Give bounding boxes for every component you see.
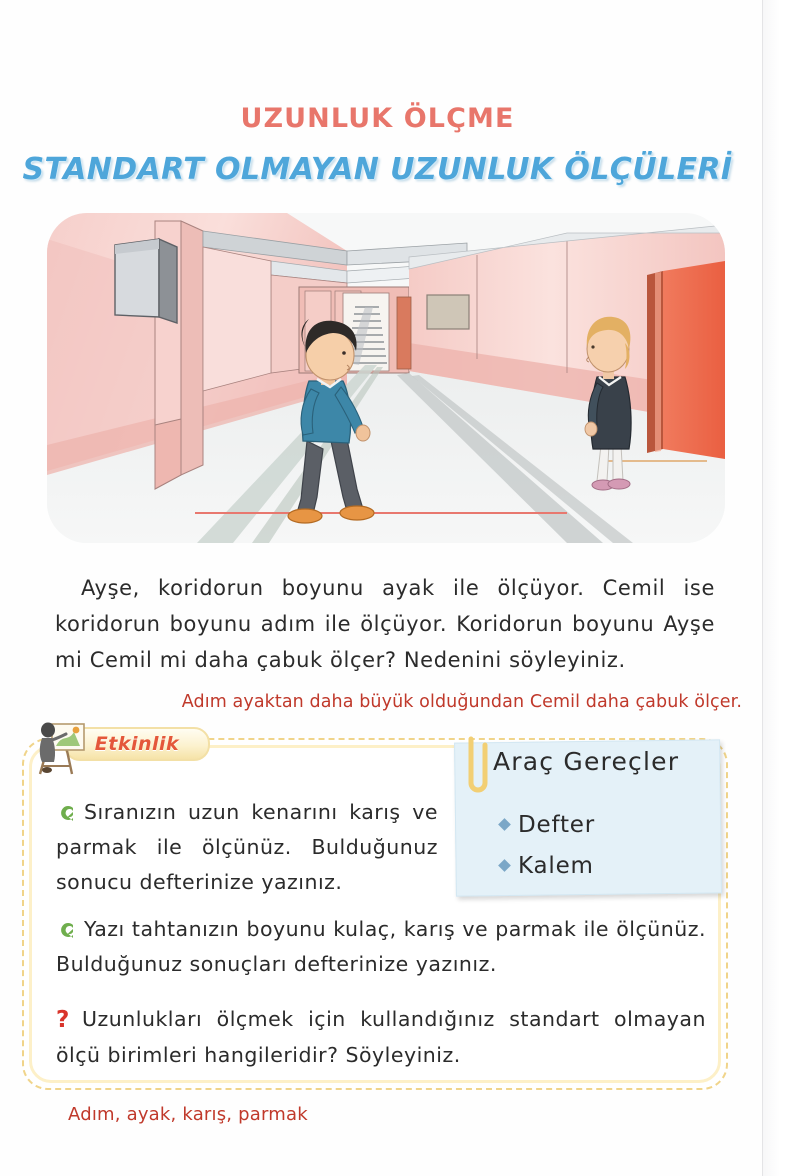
diamond-bullet-icon bbox=[498, 818, 511, 831]
activity-item-3 bbox=[56, 1002, 706, 1073]
etkinlik-label: Etkinlik bbox=[94, 733, 180, 755]
activity-item-2 bbox=[56, 912, 706, 982]
arac-gerecler-item-0-label: Defter bbox=[518, 812, 595, 838]
handwritten-answer-1: Adım ayaktan daha büyük olduğundan Cemil daha çabuk ölçer. bbox=[181, 692, 742, 712]
page-subtitle: STANDART OLMAYAN UZUNLUK ÖLÇÜLERİ bbox=[22, 152, 733, 187]
page-edge-shade bbox=[763, 0, 791, 1176]
handwritten-answer-2: Adım, ayak, karış, parmak bbox=[68, 1104, 308, 1125]
diamond-bullet-icon bbox=[498, 859, 511, 872]
green-curved-arrow-icon bbox=[56, 915, 78, 933]
arac-gerecler-item-1-label: Kalem bbox=[518, 853, 594, 879]
activity-item-1 bbox=[56, 795, 438, 900]
arac-gerecler-item-1 bbox=[500, 853, 594, 879]
easel-painter-icon bbox=[26, 718, 92, 780]
arac-gerecler-item-0 bbox=[500, 812, 595, 838]
paragraph-text: Ayşe, koridorun boyunu ayak ile ölçüyor. Cemil ise koridorun boyunu adım ile ölçüyor. Koridorun boyunu Ayşe mi Cemil mi daha çabuk ölçer? Nedenini söyleyiniz. bbox=[55, 576, 715, 672]
activity-item-3-text: Uzunlukları ölçmek için kullandığınız standart olmayan ölçü birimleri hangileridir? Söyleyiniz. bbox=[56, 1007, 706, 1067]
activity-item-1-text: Sıranızın uzun kenarını karış ve parmak ile ölçünüz. Bulduğunuz sonucu defterinize yazınız. bbox=[56, 800, 438, 894]
corridor-illustration bbox=[47, 213, 725, 543]
arac-gerecler-title: Araç Gereçler bbox=[493, 747, 680, 776]
activity-item-2-text: Yazı tahtanızın boyunu kulaç, karış ve parmak ile ölçünüz. Bulduğunuz sonuçları defterinize yazınız. bbox=[56, 917, 706, 976]
lesson-paragraph bbox=[55, 570, 715, 678]
green-curved-arrow-icon bbox=[56, 798, 78, 816]
page-title: UZUNLUK ÖLÇME bbox=[240, 103, 515, 134]
red-question-mark-icon: ? bbox=[56, 1007, 70, 1033]
paperclip-icon bbox=[465, 735, 491, 801]
